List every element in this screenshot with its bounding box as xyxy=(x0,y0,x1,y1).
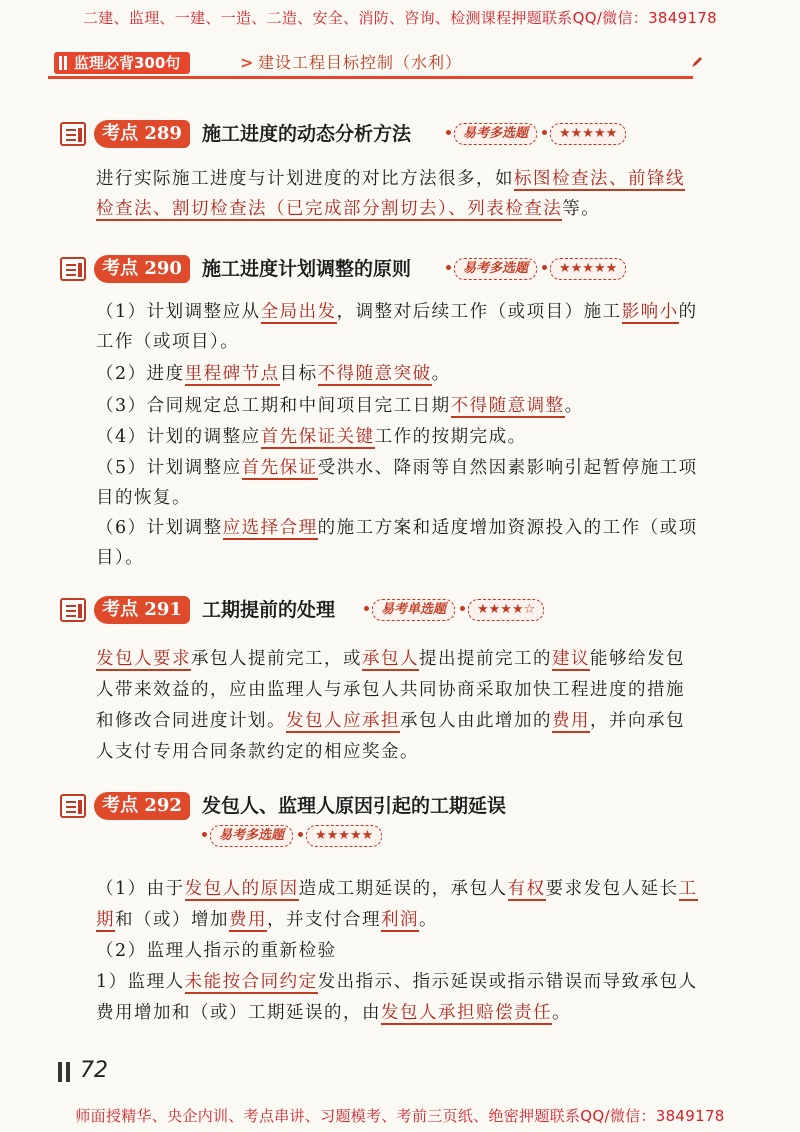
text-line: （1）计划调整应从全局出发，调整对后续工作（或项目）施工影响小的 xyxy=(96,302,698,322)
dot-icon xyxy=(298,832,303,837)
text-line: 费用增加和（或）工期延误的，由发包人承担赔偿责任。 xyxy=(96,1003,571,1023)
text-line: 1）监理人未能按合同约定发出指示、指示延误或指示错误而导致承包人 xyxy=(96,972,698,992)
section-heading-291 xyxy=(60,596,720,626)
page-marker xyxy=(58,1062,62,1082)
text-line: （3）合同规定总工期和中间项目完工日期不得随意调整。 xyxy=(96,396,584,416)
text-line: （2）监理人指示的重新检验 xyxy=(96,941,337,961)
dot-icon xyxy=(202,832,207,837)
text-line: （2）进度里程碑节点目标不得随意突破。 xyxy=(96,364,451,384)
promo-banner-bottom: 师面授精华、央企内训、考点串讲、习题模考、考前三页纸、绝密押题联系QQ/微信：3849178 xyxy=(75,1107,725,1125)
header-title: 建设工程目标控制（水利） xyxy=(258,53,463,72)
question-type-tag: 易考多选题 xyxy=(454,258,537,280)
section-heading-289 xyxy=(60,120,720,150)
star-rating: ★★★★☆ xyxy=(468,599,544,621)
section-title: 发包人、监理人原因引起的工期延误 xyxy=(202,795,507,817)
header-divider xyxy=(48,76,693,79)
star-rating: ★★★★★ xyxy=(550,258,626,280)
section-badge: 考点 289 xyxy=(94,120,190,148)
section-title: 工期提前的处理 xyxy=(202,599,336,621)
header-tag: 监理必背300句 xyxy=(54,52,190,74)
text-line: （6）计划调整应选择合理的施工方案和适度增加资源投入的工作（或项 xyxy=(96,518,698,538)
text-line: （5）计划调整应首先保证受洪水、降雨等自然因素影响引起暂停施工项 xyxy=(96,458,698,478)
chevron-right-icon: > xyxy=(240,53,254,72)
text-line: 人支付专用合同条款约定的相应奖金。 xyxy=(96,742,419,762)
text-line: （1）由于发包人的原因造成工期延误的，承包人有权要求发包人延长工 xyxy=(96,879,698,899)
text-line: （4）计划的调整应首先保证关键工作的按期完成。 xyxy=(96,427,527,447)
section-badge: 考点 290 xyxy=(94,255,190,283)
text-line: 人带来效益的，应由监理人与承包人共同协商采取加快工程进度的措施 xyxy=(96,680,685,700)
page-marker xyxy=(66,1062,70,1082)
book-icon xyxy=(60,598,86,622)
section-heading-292 xyxy=(60,792,720,843)
text-line: 目的恢复。 xyxy=(96,488,191,508)
question-type-tag: 易考多选题 xyxy=(210,825,293,847)
section-badge: 考点 292 xyxy=(94,792,190,820)
dot-icon xyxy=(542,130,547,135)
star-rating: ★★★★★ xyxy=(550,123,626,145)
page-number: 72 xyxy=(80,1058,108,1083)
pencil-icon xyxy=(690,55,704,69)
star-rating: ★★★★★ xyxy=(306,825,382,847)
dot-icon xyxy=(364,606,369,611)
book-icon xyxy=(60,122,86,146)
text-line: 工作（或项目）。 xyxy=(96,332,240,352)
section-title: 施工进度计划调整的原则 xyxy=(202,258,412,280)
question-type-tag: 易考多选题 xyxy=(454,123,537,145)
question-type-tag: 易考单选题 xyxy=(372,599,455,621)
section-heading-290 xyxy=(60,255,720,285)
text-line: 期和（或）增加费用，并支付合理利润。 xyxy=(96,910,438,930)
dot-icon xyxy=(446,130,451,135)
dot-icon xyxy=(446,265,451,270)
page-header xyxy=(48,52,704,76)
promo-banner-top: 二建、监理、一建、一造、二造、安全、消防、咨询、检测课程押题联系QQ/微信：3849178 xyxy=(83,9,717,27)
text-line: 发包人要求承包人提前完工，或承包人提出提前完工的建议能够给发包 xyxy=(96,649,685,669)
text-line: 目）。 xyxy=(96,548,145,568)
text-line: 和修改合同进度计划。发包人应承担承包人由此增加的费用，并向承包 xyxy=(96,711,685,731)
section-badge: 考点 291 xyxy=(94,596,190,624)
book-icon xyxy=(60,794,86,818)
section-title: 施工进度的动态分析方法 xyxy=(202,123,412,145)
dot-icon xyxy=(542,265,547,270)
text-line: 检查法、割切检查法（已完成部分割切去）、列表检查法等。 xyxy=(96,199,601,219)
dot-icon xyxy=(460,606,465,611)
text-line: 进行实际施工进度与计划进度的对比方法很多，如标图检查法、前锋线 xyxy=(96,169,685,189)
book-icon xyxy=(60,257,86,281)
